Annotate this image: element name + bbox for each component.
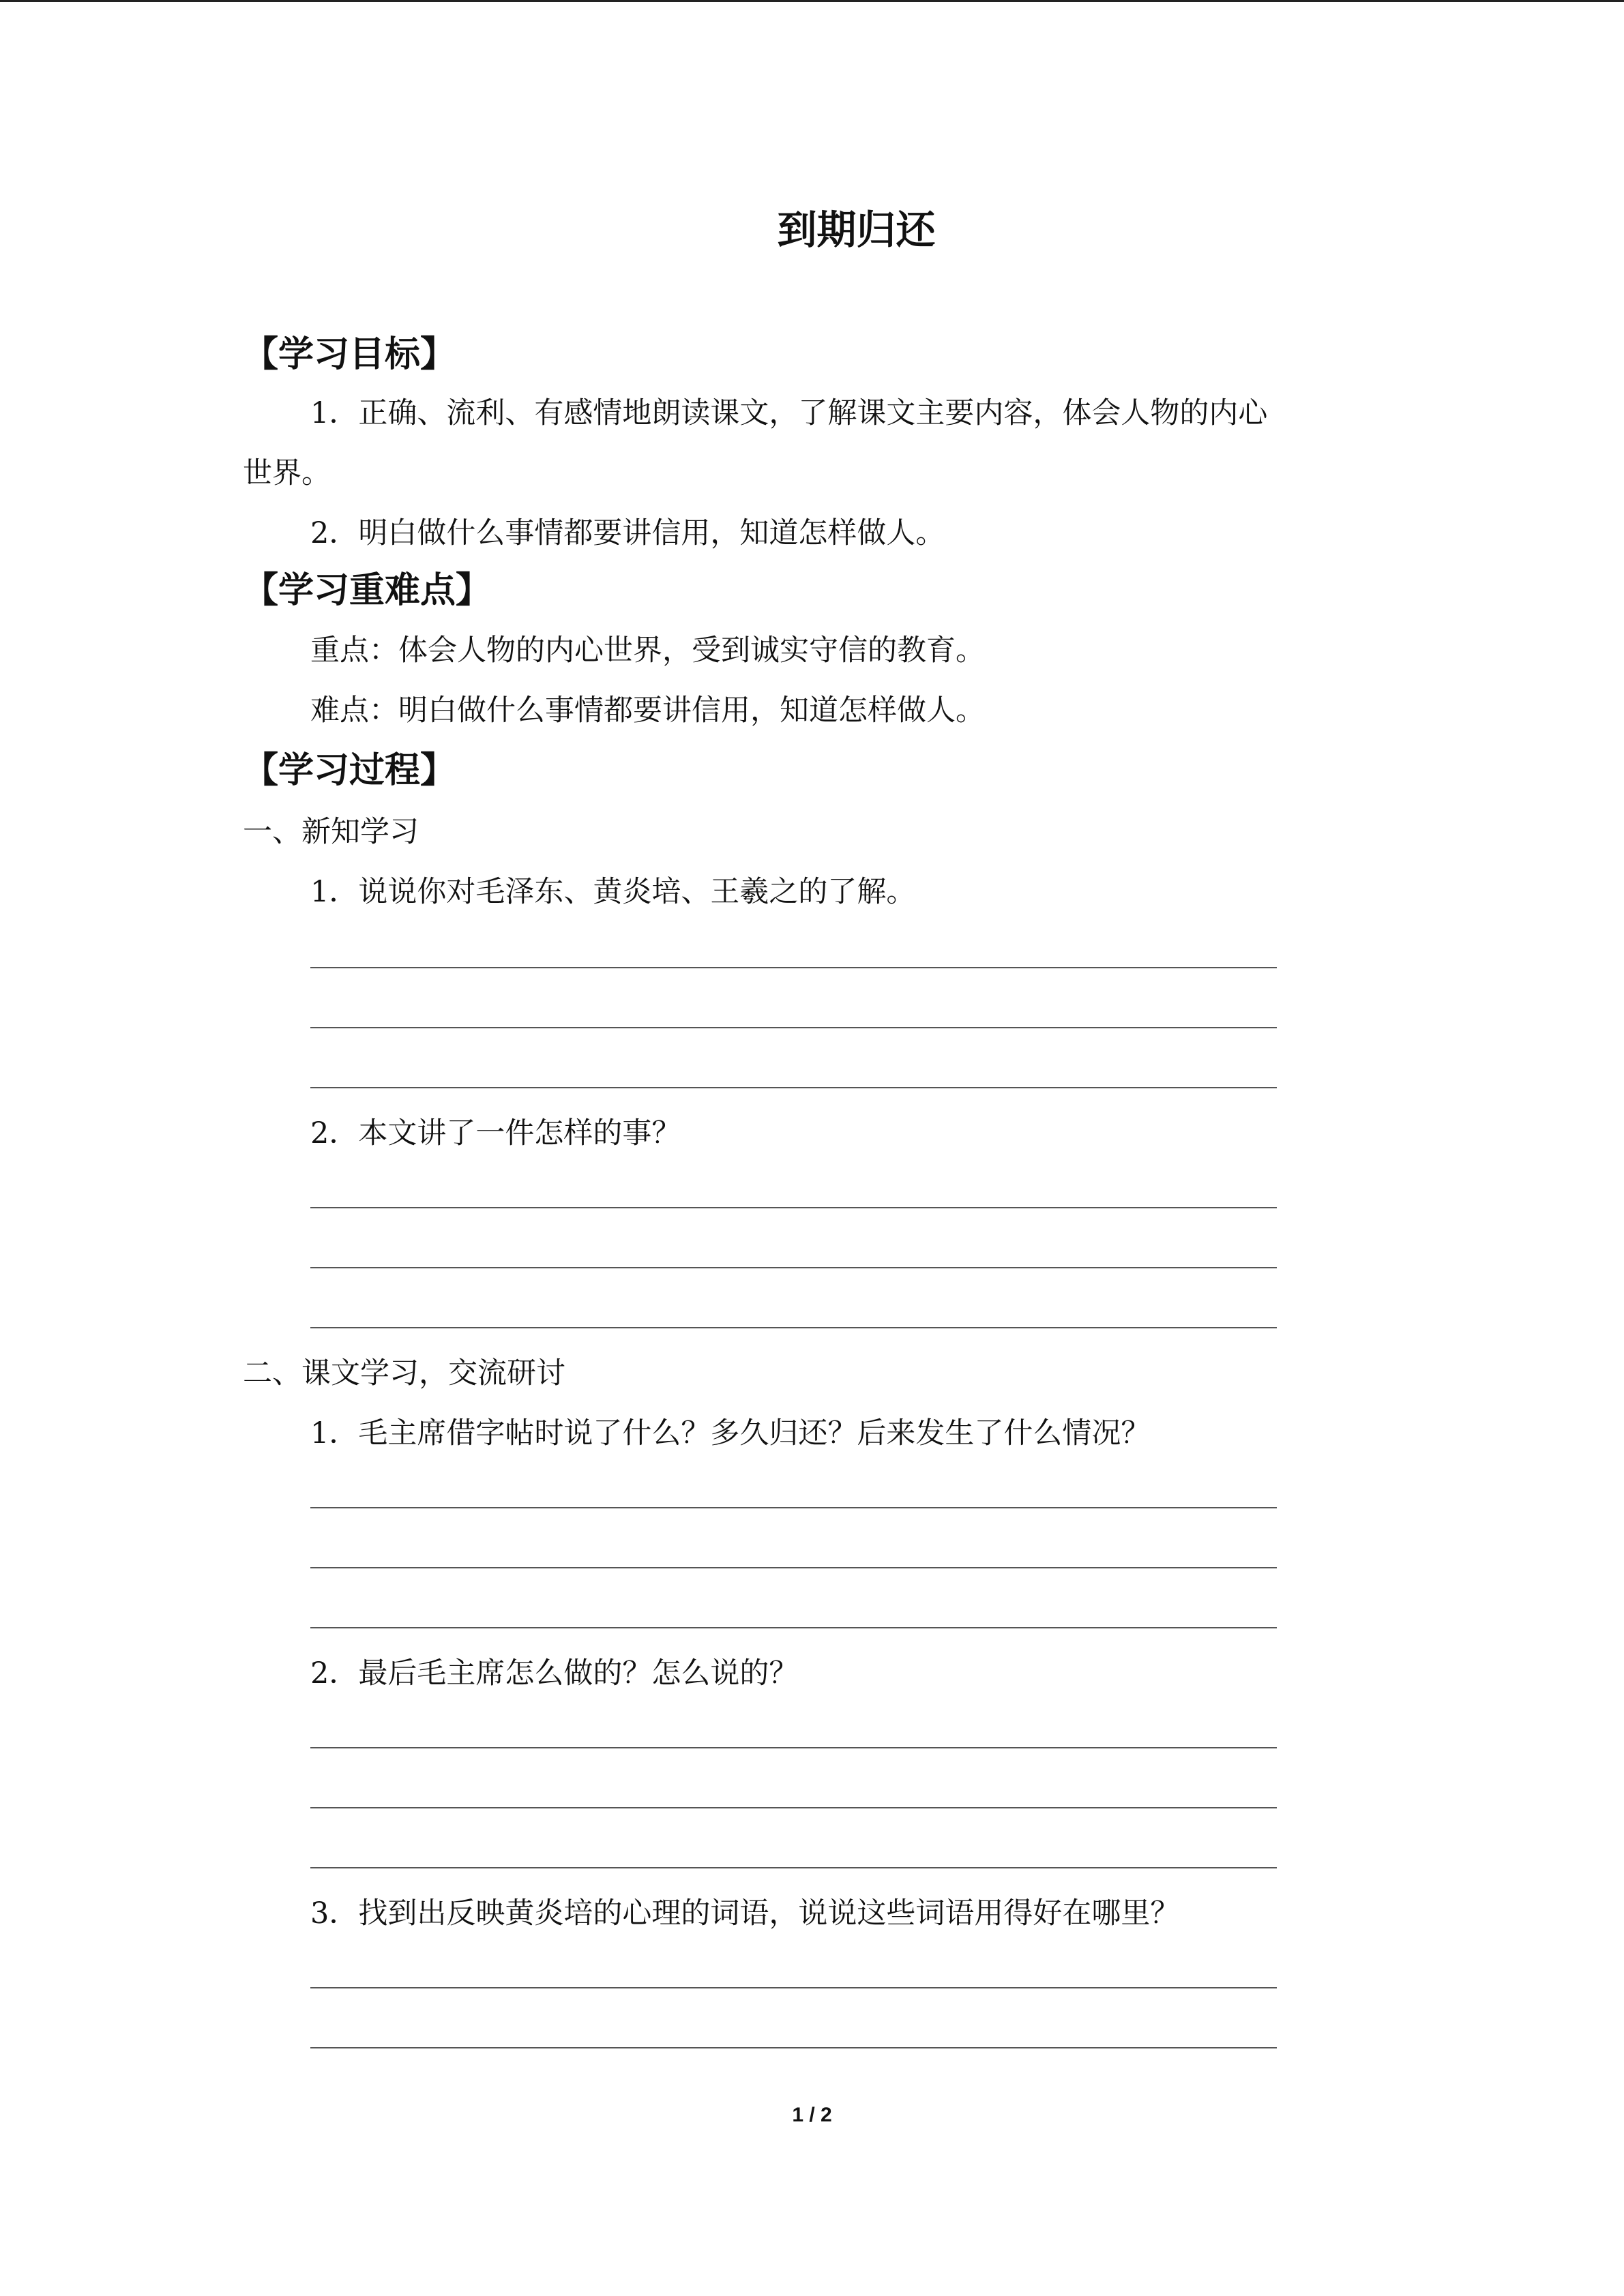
part2-question-3: 3．找到出反映黄炎培的心理的词语，说说这些词语用得好在哪里？ bbox=[310, 1896, 1180, 1930]
part1-question-2: 2．本文讲了一件怎样的事？ bbox=[310, 1116, 681, 1150]
page-number: 1 / 2 bbox=[792, 2104, 832, 2126]
page-title: 到期归还 bbox=[777, 207, 936, 253]
part1-question-1: 1．说说你对毛泽东、黄炎培、王羲之的了解。 bbox=[310, 875, 916, 909]
answer-line bbox=[310, 1507, 1277, 1508]
objective-item-1-continued: 世界。 bbox=[243, 456, 331, 490]
objectives-heading: 【学习目标】 bbox=[243, 334, 456, 375]
process-heading: 【学习过程】 bbox=[243, 750, 456, 791]
answer-line bbox=[310, 1567, 1277, 1568]
answer-line bbox=[310, 1027, 1277, 1028]
objective-item-2: 2．明白做什么事情都要讲信用，知道怎样做人。 bbox=[310, 516, 945, 550]
key-points-heading: 【学习重难点】 bbox=[243, 570, 492, 611]
answer-line bbox=[310, 2047, 1277, 2048]
answer-line bbox=[310, 1327, 1277, 1328]
answer-line bbox=[310, 1207, 1277, 1208]
key-point-focus: 重点：体会人物的内心世界，受到诚实守信的教育。 bbox=[310, 633, 985, 668]
answer-line bbox=[310, 1267, 1277, 1268]
answer-line bbox=[310, 967, 1277, 968]
answer-line bbox=[310, 1747, 1277, 1748]
answer-line bbox=[310, 1867, 1277, 1868]
answer-line bbox=[310, 1627, 1277, 1628]
answer-line bbox=[310, 1087, 1277, 1088]
objective-item-1: 1．正确、流利、有感情地朗读课文，了解课文主要内容，体会人物的内心 bbox=[310, 396, 1268, 430]
part1-title: 一、新知学习 bbox=[243, 815, 419, 849]
part2-title: 二、课文学习，交流研讨 bbox=[243, 1356, 565, 1390]
part2-question-1: 1．毛主席借字帖时说了什么？多久归还？后来发生了什么情况？ bbox=[310, 1416, 1151, 1450]
part2-question-2: 2．最后毛主席怎么做的？怎么说的？ bbox=[310, 1656, 799, 1690]
key-point-difficulty: 难点：明白做什么事情都要讲信用，知道怎样做人。 bbox=[310, 694, 985, 728]
answer-line bbox=[310, 1807, 1277, 1808]
page-top-border bbox=[0, 0, 1624, 2]
answer-line bbox=[310, 1987, 1277, 1988]
